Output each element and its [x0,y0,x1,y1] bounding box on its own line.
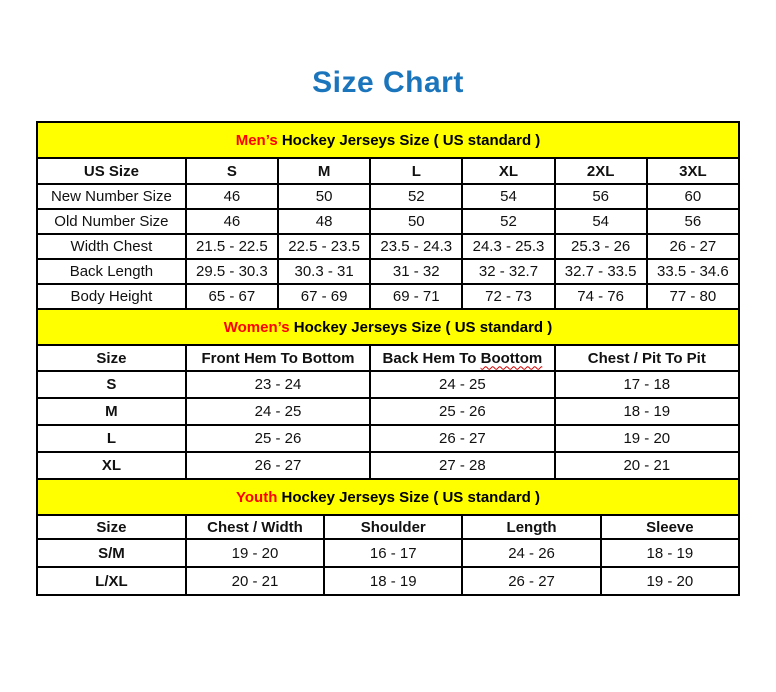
table-row [37,234,739,259]
table-row [37,567,739,595]
size-value: 22.5 - 23.5 [278,234,370,259]
size-value: 18 - 19 [555,398,739,425]
table-row [37,309,739,345]
size-chart-tables [36,121,740,596]
table-row [37,452,739,479]
size-value: 52 [370,184,462,209]
table-row [37,259,739,284]
size-value: 32.7 - 33.5 [555,259,647,284]
size-value: 56 [555,184,647,209]
size-value: 25 - 26 [370,398,554,425]
size-value: 33.5 - 34.6 [647,259,739,284]
column-header-3xl: 3XL [647,158,739,184]
table-row [37,122,739,158]
row-label: Old Number Size [37,209,186,234]
size-value: 24 - 25 [186,398,370,425]
size-value: 54 [462,184,554,209]
table-row [37,284,739,309]
column-header-us-size: US Size [37,158,186,184]
table-row [37,539,739,567]
column-header-front-hem: Front Hem To Bottom [186,345,370,371]
column-header-chest-width: Chest / Width [186,515,324,539]
size-value: 20 - 21 [186,567,324,595]
size-value: 69 - 71 [370,284,462,309]
row-label: Width Chest [37,234,186,259]
size-value: 77 - 80 [647,284,739,309]
size-value: 29.5 - 30.3 [186,259,278,284]
size-value: 24.3 - 25.3 [462,234,554,259]
row-label: M [37,398,186,425]
column-header-2xl: 2XL [555,158,647,184]
column-header-l: L [370,158,462,184]
youth-section-rest: Hockey Jerseys Size ( US standard ) [277,488,540,506]
column-header-length: Length [462,515,600,539]
row-label: S/M [37,539,186,567]
size-value: 19 - 20 [555,425,739,452]
size-value: 17 - 18 [555,371,739,398]
size-value: 24 - 26 [462,539,600,567]
size-value: 21.5 - 22.5 [186,234,278,259]
size-value: 18 - 19 [324,567,462,595]
mens-section-highlight: Men’s [235,131,278,149]
youth-section-header [37,479,739,515]
table-row [37,479,739,515]
size-value: 48 [278,209,370,234]
size-value: 26 - 27 [370,425,554,452]
mens-section-header [37,122,739,158]
size-value: 72 - 73 [462,284,554,309]
table-row [37,345,739,371]
table-row [37,184,739,209]
back-hem-prefix: Back Hem To [382,349,481,367]
size-value: 67 - 69 [278,284,370,309]
size-value: 54 [555,209,647,234]
column-header-chest-pit: Chest / Pit To Pit [555,345,739,371]
column-header-size: Size [37,345,186,371]
row-label: S [37,371,186,398]
column-header-back-hem [370,345,554,371]
size-value: 60 [647,184,739,209]
column-header-shoulder: Shoulder [324,515,462,539]
size-value: 32 - 32.7 [462,259,554,284]
column-header-size: Size [37,515,186,539]
size-value: 52 [462,209,554,234]
size-value: 46 [186,209,278,234]
youth-size-table [36,478,740,596]
size-value: 56 [647,209,739,234]
size-value: 23.5 - 24.3 [370,234,462,259]
womens-section-highlight: Women’s [223,318,290,336]
youth-section-highlight: Youth [236,488,278,506]
size-value: 27 - 28 [370,452,554,479]
table-row [37,209,739,234]
page-title: Size Chart [312,66,464,99]
mens-size-table [36,121,740,310]
row-label: New Number Size [37,184,186,209]
row-label: XL [37,452,186,479]
womens-size-table [36,308,740,480]
column-header-s: S [186,158,278,184]
size-value: 20 - 21 [555,452,739,479]
size-value: 26 - 27 [186,452,370,479]
table-row [37,515,739,539]
size-value: 50 [278,184,370,209]
size-value: 74 - 76 [555,284,647,309]
size-value: 24 - 25 [370,371,554,398]
size-value: 18 - 19 [601,539,739,567]
size-value: 19 - 20 [601,567,739,595]
size-value: 30.3 - 31 [278,259,370,284]
size-value: 31 - 32 [370,259,462,284]
mens-section-rest: Hockey Jerseys Size ( US standard ) [277,131,541,149]
row-label: L/XL [37,567,186,595]
size-value: 25.3 - 26 [555,234,647,259]
table-row [37,158,739,184]
size-value: 16 - 17 [324,539,462,567]
table-row [37,398,739,425]
size-value: 23 - 24 [186,371,370,398]
size-value: 50 [370,209,462,234]
size-value: 25 - 26 [186,425,370,452]
size-value: 26 - 27 [462,567,600,595]
womens-section-rest: Hockey Jerseys Size ( US standard ) [289,318,553,336]
table-row [37,425,739,452]
row-label: L [37,425,186,452]
womens-section-header [37,309,739,345]
row-label: Body Height [37,284,186,309]
column-header-sleeve: Sleeve [601,515,739,539]
size-value: 26 - 27 [647,234,739,259]
column-header-m: M [278,158,370,184]
size-value: 46 [186,184,278,209]
size-value: 65 - 67 [186,284,278,309]
table-row [37,371,739,398]
row-label: Back Length [37,259,186,284]
back-hem-misspelled-word: Boottom [480,349,543,367]
column-header-xl: XL [462,158,554,184]
size-value: 19 - 20 [186,539,324,567]
